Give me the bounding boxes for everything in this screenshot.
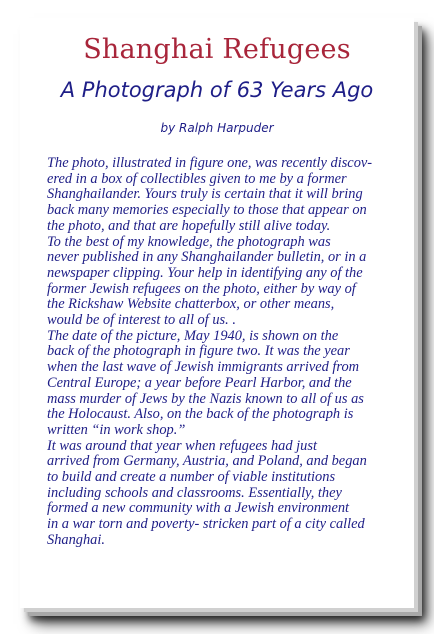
body-line: back of the photograph in figure two. It was the year (47, 343, 350, 360)
article-byline: by Ralph Harpuder (160, 121, 274, 135)
body-line: in a war torn and poverty- stricken part of a city called (47, 516, 365, 533)
body-line: would be of interest to all of us. . (47, 312, 236, 329)
body-line: when the last wave of Jewish immigrants arrived from (47, 359, 360, 376)
body-line: the Holocaust. Also, on the back of the photograph is (47, 406, 354, 423)
body-line: To the best of my knowledge, the photograph was (47, 233, 331, 250)
body-line: former Jewish refugees on the photo, either by way of (47, 280, 356, 297)
body-line: the Rickshaw Website chatterbox, or other means, (47, 296, 335, 313)
page-content (20, 18, 414, 608)
body-line: the photo, and that are hopefully still alive today. (47, 217, 331, 234)
body-line: mass murder of Jews by the Nazis known to all of us as (47, 390, 364, 407)
body-line: Central Europe; a year before Pearl Harbor, and the (47, 374, 352, 391)
body-line: never published in any Shanghailander bulletin, or in a (47, 249, 367, 266)
body-line: Shanghai. (47, 531, 105, 548)
body-line: The date of the picture, May 1940, is shown on the (47, 327, 339, 344)
body-line: ered in a box of collectibles given to me by a former (47, 170, 347, 187)
body-line: back many memories especially to those that appear on (47, 202, 367, 219)
body-line: The photo, illustrated in figure one, was recently discov- (47, 155, 373, 171)
article-title: Shanghai Refugees (83, 34, 351, 65)
body-line: including schools and classrooms. Essentially, they (47, 484, 342, 501)
body-line: formed a new community with a Jewish environment (47, 500, 350, 517)
body-line: newspaper clipping. Your help in identifying any of the (47, 264, 363, 281)
body-line: to build and create a number of viable institutions (47, 469, 336, 486)
body-line: written “in work shop.” (47, 421, 186, 438)
document-page (20, 18, 414, 608)
article-body (47, 156, 397, 549)
body-line: It was around that year when refugees had just (47, 437, 317, 454)
body-line: arrived from Germany, Austria, and Poland, and began (47, 453, 367, 470)
article-subtitle: A Photograph of 63 Years Ago (60, 78, 374, 102)
body-line: Shanghailander. Yours truly is certain that it will bring (47, 186, 363, 203)
